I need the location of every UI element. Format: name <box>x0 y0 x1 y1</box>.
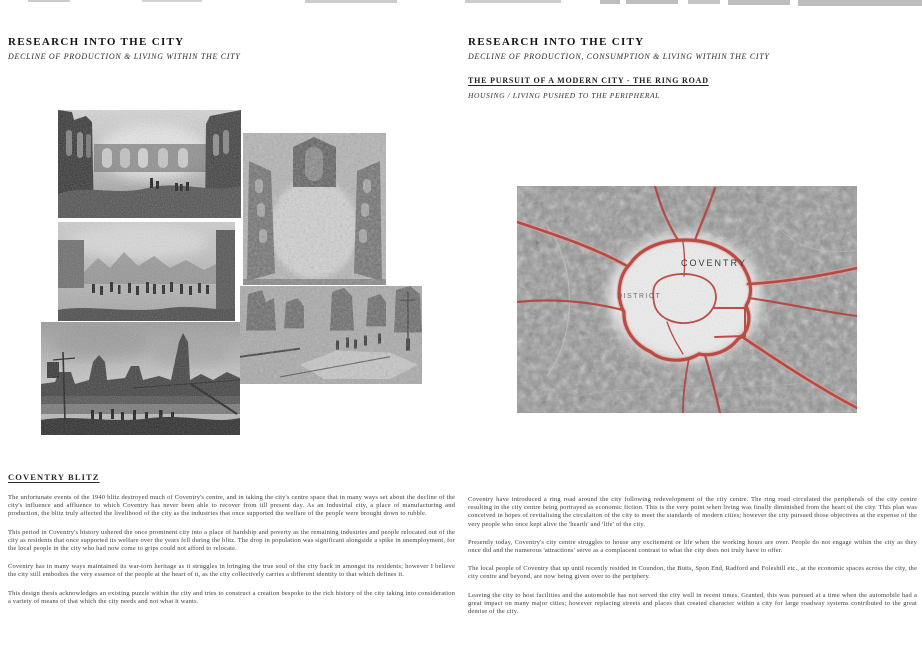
scan-edge-artifact <box>465 0 561 3</box>
coventry-ring-road-map <box>517 186 857 413</box>
photo-city-skyline-burning <box>41 322 240 435</box>
left-paragraph-1: The unfortunate events of the 1940 blitz destroyed much of Coventry's centre, and in taking the city's centre space that in many ways set about the decline of the city's influence and affluence to which Coventry has never been able to recover from till present day. As an industrial city, a place of manufacturing and production, the blitz truly affected the livelihood of the city as the industries that once supported the welfare of the people were brought down to rubble. <box>8 494 455 518</box>
left-paragraph-2: This period in Coventry's history ushered the once prominent city into a place of hardship and poverty as the remaining industries and people relocated out of the city as residents that once supported its welfare over the years fell during the blitz. The drop in population was significant alongside a spike in unemployment, for the local people in the city who had now come to grips could not afford to relocate. <box>8 528 455 553</box>
right-paragraph-4: Leaving the city to host facilities and the automobile has not served the city well in recent times. Granted, this was pursued at a time when the automobile had a great impact on many major cities; however replacing streets and places that created character within a city for large roadway systems contributed to the great demise of the city. <box>468 591 917 616</box>
map-label-district: DISTRICT <box>617 293 662 300</box>
left-body-text <box>8 472 455 616</box>
page-title-right: RESEARCH INTO THE CITY <box>468 36 645 48</box>
left-column-header <box>8 36 455 61</box>
page-subtitle-left: DECLINE OF PRODUCTION & LIVING WITHIN THE CITY <box>8 52 241 61</box>
coventry-blitz-heading: COVENTRY BLITZ <box>8 472 100 482</box>
scan-edge-artifact <box>600 0 620 4</box>
photo-street-smoke-crowd <box>58 222 235 321</box>
scan-edge-artifact <box>688 0 720 4</box>
right-paragraph-1: Coventry have introduced a ring road around the city following redevelopment of the city centre. The ring road circulated the peripherals of the city centre resulting in the city centre being portrayed as economic fiction. This is the very point when living was finally diminished from the heart of the city. This plan was conceived in hopes of revitalising the circulation of the city to meet the standards of modern cities; however the city pursued those objectives at the expense of the very people who once kept alive the 'hearth' and 'life' of the city. <box>468 496 917 528</box>
scan-edge-artifact <box>305 0 397 3</box>
photo-ruined-street-people <box>240 286 422 384</box>
photo-cathedral-aerial-ruins <box>243 133 386 285</box>
photo-cathedral-interior-ruins <box>58 110 241 218</box>
scan-edge-artifact <box>728 0 790 5</box>
page-title-left: RESEARCH INTO THE CITY <box>8 36 185 48</box>
right-paragraph-2: Presently today, Coventry's city centre struggles to house any excitement or life when the working hours are over. People do not engage within the city as they once did and the numerous 'attractions' serve as a complacent contrast to what the city does not truly have to offer. <box>468 538 917 555</box>
map-label-coventry: COVENTRY <box>681 258 747 268</box>
page-subtitle-right: DECLINE OF PRODUCTION, CONSUMPTION & LIVING WITHIN THE CITY <box>468 52 770 61</box>
scan-edge-artifact <box>626 0 678 4</box>
scan-edge-artifact <box>28 0 70 2</box>
housing-subheading: HOUSING / LIVING PUSHED TO THE PERIPHERAL <box>468 91 660 100</box>
left-paragraph-4: This design thesis acknowledges an existing puzzle within the city and tries to construct a creation bespoke to the rich history of the city taking into consideration a variety of means of that which the city needs and not what it wants. <box>8 589 455 605</box>
left-paragraph-3: Coventry has in many ways maintained its war-torn heritage as it struggles in bringing the true soul of the city back in amongst its residents; however I believe the city still embodies the very essence of the people at the heart of it, as the city collectively carries a different identity to that which defines it. <box>8 563 455 579</box>
scan-edge-artifact <box>142 0 202 2</box>
ring-road-heading: THE PURSUIT OF A MODERN CITY - THE RING ROAD <box>468 76 709 85</box>
right-paragraph-3: The local people of Coventry that up until recently resided in Coundon, the Butts, Spon End, Radford and Foleshill etc., at the economic spaces across the city, the city centre and beyond, are now being given over to the periphery. <box>468 565 917 581</box>
right-column-header <box>468 36 917 100</box>
right-body-text <box>468 496 917 626</box>
scan-edge-artifact <box>798 0 922 6</box>
